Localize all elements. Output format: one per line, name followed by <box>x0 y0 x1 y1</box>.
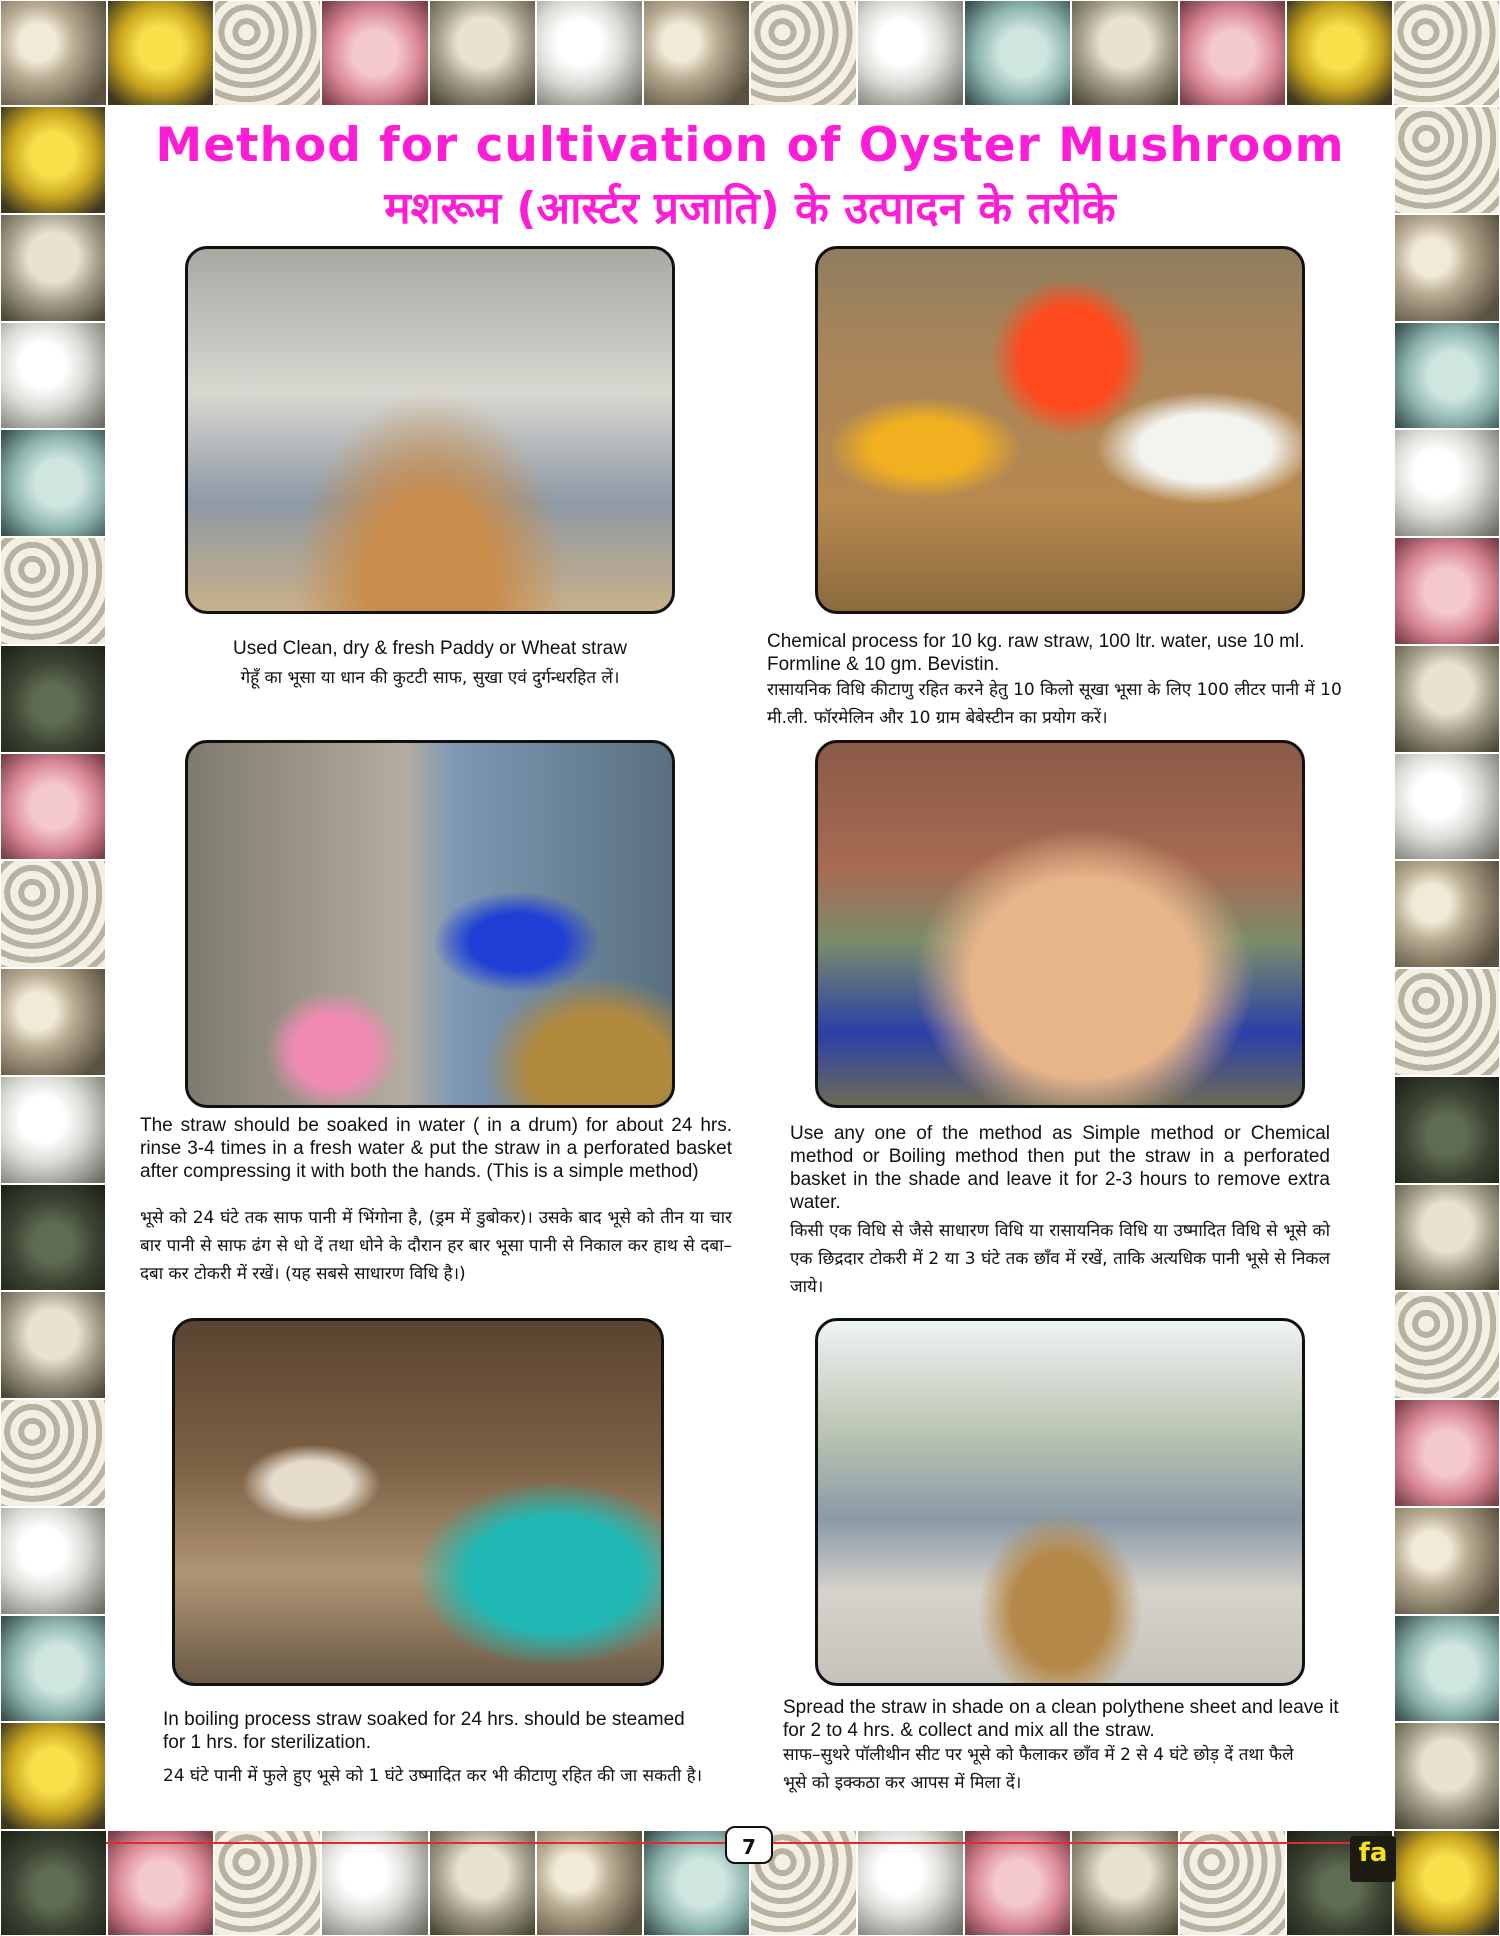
photo-draining-baskets <box>815 740 1305 1108</box>
publisher-logo-text: fa <box>1358 1838 1388 1868</box>
caption-step5-hindi: 24 घंटे पानी में फुले हुए भूसे को 1 घंटे उष्मादित कर भी कीटाणु रहित की जा सकती है। <box>163 1766 703 1786</box>
photo-boiling-straw <box>172 1318 664 1686</box>
page-title-english: Method for cultivation of Oyster Mushroom <box>155 118 1345 173</box>
caption-step2-english: Chemical process for 10 kg. raw straw, 100 ltr. water, use 10 ml. Formline & 10 gm. Bevistin. <box>767 631 1305 675</box>
caption-step6-english: Spread the straw in shade on a clean polythene sheet and leave it for 2 to 4 hrs. & collect and mix all the straw. <box>783 1697 1339 1741</box>
caption-step2-hindi: रासायनिक विधि कीटाणु रहित करने हेतु 10 किलो सूखा भूसा के लिए 100 लीटर पानी में 10 मी.ली. फॉरमेलिन और 10 ग्राम बेबेस्टीन का प्रयोग करें। <box>767 680 1342 728</box>
photo-spreading-straw <box>815 1318 1305 1686</box>
mushroom-photo-border-top <box>0 0 1500 106</box>
caption-step1-english: Used Clean, dry & fresh Paddy or Wheat straw <box>233 638 627 659</box>
caption-step3-hindi: भूसे को 24 घंटे तक साफ पानी में भिंगोना है, (ड्रम में डुबोकर)। उसके बाद भूसे को तीन या चार बार पानी से साफ ढंग से धो दें तथा धोने के दौरान हर बार भूसा पानी से निकाल कर हाथ से दबा–दबा कर टोकरी में रखें। (यह सबसे साधारण विधि है।) <box>140 1208 732 1284</box>
page-number: 7 <box>725 1826 773 1864</box>
caption-step4-english: Use any one of the method as Simple method or Chemical method or Boiling method then put the straw in a perforated basket in the shade and leave it for 2-3 hours to remove extra water. <box>790 1123 1330 1213</box>
caption-step6-hindi: साफ–सुथरे पॉलीथीन सीट पर भूसे को फैलाकर छाँव में 2 से 4 घंटे छोड़ दें तथा फैले भूसे को इक्कठा कर आपस में मिला दें। <box>783 1745 1294 1793</box>
publisher-logo <box>1350 1836 1396 1882</box>
caption-step4-hindi: किसी एक विधि से जैसे साधारण विधि या रासायनिक विधि या उष्मादित विधि से भूसे को एक छिद्रदार टोकरी में 2 या 3 घंटे तक छाँव में रखें, ताकि अत्यधिक पानी भूसे से निकल जाये। <box>790 1221 1330 1297</box>
photo-chemical-supplies <box>815 246 1305 614</box>
mushroom-photo-border-left <box>0 106 106 1830</box>
caption-step1-hindi: गेहूँ का भूसा या धान की कुटटी साफ, सुखा एवं दुर्गन्धरहित लें। <box>240 668 620 688</box>
caption-step3-english: The straw should be soaked in water ( in a drum) for about 24 hrs. rinse 3-4 times in a fresh water & put the straw in a perforated basket after compressing it with both the hands. (This is a simple method) <box>140 1115 732 1182</box>
caption-step5-english: In boiling process straw soaked for 24 hrs. should be steamed for 1 hrs. for sterilization. <box>163 1709 685 1753</box>
photo-soaking-straw <box>185 740 675 1108</box>
mushroom-photo-border-right <box>1394 106 1500 1830</box>
page-title-hindi: मशरूम (आर्स्टर प्रजाति) के उत्पादन के तरीके <box>384 183 1116 234</box>
photo-straw-preparation <box>185 246 675 614</box>
